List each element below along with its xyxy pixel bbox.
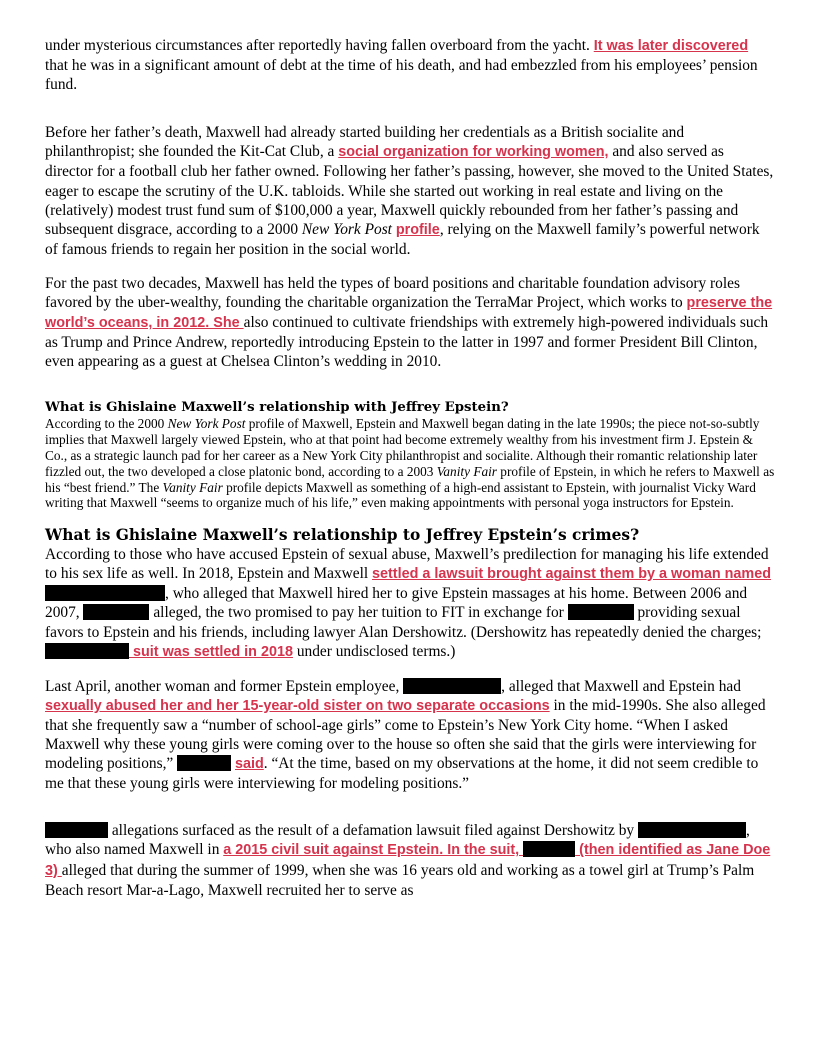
text: , relying on the Maxwell family’s powerful network of famous friends to regain her position in the social world. — [45, 220, 760, 258]
redaction-bar — [177, 755, 231, 771]
redaction-bar — [568, 604, 634, 620]
text: providing sexual favors to Epstein and his friends, including lawyer Alan Dershowitz. (Dershowitz has repeatedly denied the charges; — [45, 604, 762, 641]
text: For the past two decades, Maxwell has held the types of board positions and charitable foundation advisory roles favored by the uber-wealthy, founding the charitable organization the TerraMar Project, which works to — [45, 274, 740, 312]
redaction-bar — [45, 643, 129, 659]
publication-name: New York Post — [167, 416, 246, 432]
link-jane-doe-3[interactable]: (then identified as Jane Doe 3) — [45, 842, 771, 879]
link-it-was-later-discovered[interactable]: It was later discovered — [593, 38, 749, 54]
heading-relationship: What is Ghislaine Maxwell’s relationship with Jeffrey Epstein? — [45, 400, 509, 416]
redaction-bar — [45, 822, 108, 838]
paragraph-father-death — [45, 36, 775, 94]
publication-name: New York Post — [301, 220, 392, 238]
text: and also served as director for a football club her father owned. Following her father’s passing, however, she moved to the United States, eager to escape the scrutiny of the U.K. tabloids. While she started out working in real estate and living on the (relatively) modest trust fund sum of $100,000 a year, Maxwell quickly rebounded from her father’s passing and subsequent disgrace, according to a 2000 — [45, 143, 774, 238]
paragraph-allegations — [45, 821, 775, 899]
redaction-bar — [83, 604, 149, 620]
text: , alleged that Maxwell and Epstein had — [501, 677, 741, 695]
paragraph-last-april — [45, 677, 775, 794]
redaction-bar — [523, 841, 575, 857]
text: in the mid-1990s. She also alleged that she frequently saw a “number of school-age girls” come to Epstein’s New York City home. “When I asked Maxwell why these young girls were coming over to the house so often she said that the girls were interviewing for modeling positions,” — [45, 696, 766, 773]
paragraph-board-positions — [45, 274, 775, 371]
link-suit-settled[interactable]: suit was settled in 2018 — [129, 643, 293, 660]
text: profile of Maxwell, Epstein and Maxwell began dating in the late 1990s; the piece not-so-subtly implies that Maxwell largely viewed Epstein, who at that point had become extremely wealthy from his investment firm J. Epstein & Co., as a strategic launch pad for her career as a New York City philanthropist and socialite. Although their romantic relationship later fizzled out, the two developed a close platonic bond, according to a 2003 — [45, 416, 760, 479]
link-settled-lawsuit[interactable]: settled a lawsuit brought against them by a woman named — [372, 566, 772, 583]
publication-name: Vanity Fair — [436, 463, 497, 479]
text: under undisclosed terms.) — [292, 642, 456, 660]
text: allegations surfaced as the result of a defamation lawsuit filed against Dershowitz by — [108, 822, 638, 840]
text: Before her father’s death, Maxwell had already started building her credentials as a British socialite and philanthropist; she founded the Kit-Cat Club, a — [45, 124, 685, 161]
heading-crimes: What is Ghislaine Maxwell’s relationship to Jeffrey Epstein’s crimes? — [45, 526, 640, 545]
link-said[interactable]: said — [234, 756, 264, 773]
link-sexually-abused[interactable]: sexually abused her and her 15-year-old sister on two separate occasions — [45, 697, 550, 714]
paragraph-crimes — [45, 545, 775, 662]
link-civil-suit[interactable]: a 2015 civil suit against Epstein. In the suit, — [223, 842, 524, 859]
text: According to the 2000 — [45, 416, 168, 432]
text: alleged, the two promised to pay her tuition to FIT in exchange for — [149, 604, 568, 622]
text: also continued to cultivate friendships with extremely high-powered individuals such as Trump and Prince Andrew, reportedly introducing Epstein to the latter in 1997 and former President Bill Clinton, even appearing as a guest at Chelsea Clinton’s wedding in 2010. — [45, 314, 769, 371]
text: profile depicts Maxwell as something of a high-end assistant to Epstein, with journalist Vicky Ward writing that Maxwell “seems to organize much of his life,” even making appointments with personal yoga instructors for Epstein. — [45, 479, 756, 511]
text: According to those who have accused Epstein of sexual abuse, Maxwell’s predilection for managing his life extended to his sex life as well. In 2018, Epstein and Maxwell — [45, 546, 769, 583]
text: that he was in a significant amount of debt at the time of his death, and had embezzled from his employees’ pension fund. — [45, 57, 758, 94]
text: Last April, another woman and former Epstein employee, — [45, 677, 404, 695]
text: . “At the time, based on my observations at the home, it did not seem credible to me that these young girls were interviewing for modeling positions.” — [45, 755, 759, 793]
redaction-bar — [696, 822, 746, 838]
text: , who alleged that Maxwell hired her to give Epstein massages at his home. Between 2006 and 2007, — [45, 585, 748, 622]
redaction-bar — [403, 678, 501, 694]
link-social-organization[interactable]: social organization for working women, — [338, 144, 609, 161]
link-profile[interactable]: profile — [395, 221, 440, 238]
publication-name: Vanity Fair — [162, 479, 223, 495]
text: alleged that during the summer of 1999, when she was 16 years old and working as a towel girl at Trump’s Palm Beach resort Mar-a-Lago, Maxwell recruited her to serve as — [45, 861, 755, 899]
text: , who also named Maxwell in — [45, 822, 750, 859]
document-page — [45, 36, 775, 900]
text: under mysterious circumstances after reportedly having fallen overboard from the yacht. — [45, 37, 594, 54]
text: profile of Epstein, in which he refers to Maxwell as his “best friend.” The — [45, 463, 775, 495]
paragraph-relationship — [45, 416, 775, 511]
redaction-bar — [638, 822, 696, 838]
link-preserve-oceans[interactable]: preserve the world’s oceans, in 2012. She — [45, 295, 773, 332]
paragraph-socialite — [45, 123, 775, 259]
redaction-bar — [45, 585, 165, 601]
